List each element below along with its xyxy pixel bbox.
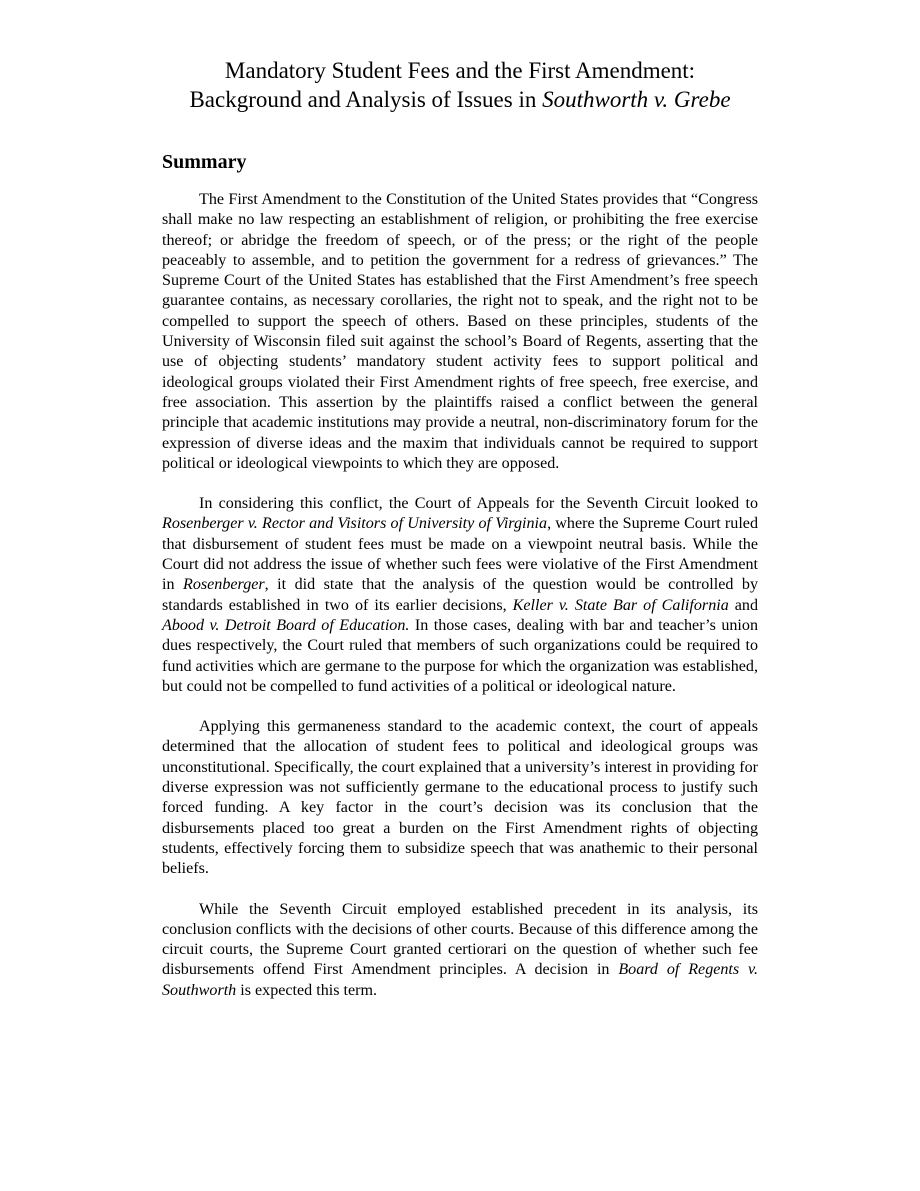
summary-paragraph-3 — [162, 717, 758, 879]
title-line-2 — [122, 85, 798, 114]
title-case-name: Southworth v. Grebe — [542, 87, 731, 112]
paragraph-text: In those cases, dealing with bar and teacher’s union dues respectively, the Court ruled that members of such organizations could be required to fund activities which are germane to the purpose for which the organization was established, but could not be compelled to fund activities of a political or ideological nature. — [162, 616, 758, 695]
title-line-1: Mandatory Student Fees and the First Amendment: — [224, 58, 696, 83]
title-line-2-text: Background and Analysis of Issues in — [189, 87, 543, 112]
paragraph-text: , where the Supreme Court ruled that disbursement of student fees must be made on a viewpoint neutral basis. While the Court did not address the issue of whether such fees were violative of the First Amendment in — [162, 515, 758, 594]
paragraph-text: Applying this germaneness standard to the academic context, the court of appeals determined that the allocation of student fees to political and ideological groups was unconstitutional. Specifically, the court explained that a university’s interest in providing for diverse expression was not sufficiently germane to the educational process to justify such forced funding. A key factor in the court’s decision was its conclusion that the disbursements placed too great a burden on the First Amendment rights of objecting students, effectively forcing them to subsidize speech that was anathemic to their personal beliefs. — [162, 718, 758, 878]
paragraph-text: The First Amendment to the Constitution of the United States provides that “Congress shall make no law respecting an establishment of religion, or prohibiting the free exercise thereof; or abridge the freedom of speech, or of the press; or the right of the people peaceably to assemble, and to petition the government for a redress of grievances.” The Supreme Court of the United States has established that the First Amendment’s free speech guarantee contains, as necessary corollaries, the right not to speak, and the right not to be compelled to support the speech of others. Based on these principles, students of the University of Wisconsin filed suit against the school’s Board of Regents, asserting that the use of objecting students’ mandatory student activity fees to support political and ideological groups violated their First Amendment rights of free speech, free exercise, and free association. This assertion by the plaintiffs raised a conflict between the general principle that academic institutions may provide a neutral, non-discriminatory forum for the expression of diverse ideas and the maxim that individuals cannot be required to support political or ideological viewpoints to which they are opposed. — [162, 191, 758, 472]
paragraph-text: is expected this term. — [236, 981, 378, 999]
section-heading-summary: Summary — [162, 151, 247, 173]
case-citation: Board of Regents v. Southworth — [162, 961, 758, 999]
paragraph-text: In considering this conflict, the Court of Appeals for the Seventh Circuit looked to — [199, 495, 758, 513]
case-citation: Rosenberger v. Rector and Visitors of University of Virginia — [162, 515, 548, 533]
summary-body — [162, 190, 758, 1001]
paragraph-text: and — [728, 596, 759, 614]
case-citation: Abood v. Detroit Board of Education. — [162, 616, 410, 634]
document-title — [122, 56, 798, 114]
summary-paragraph-1 — [162, 190, 758, 474]
paragraph-text: While the Seventh Circuit employed established precedent in its analysis, its conclusion conflicts with the decisions of other courts. Because of this difference among the circuit courts, the Supreme Court granted certiorari on the question of whether such fee disbursements offend First Amendment principles. A decision in — [162, 900, 758, 979]
case-citation: Keller v. State Bar of California — [512, 596, 729, 614]
document-page — [162, 56, 758, 1021]
summary-paragraph-4 — [162, 900, 758, 1001]
paragraph-text: , it did state that the analysis of the question would be controlled by standards established in two of its earlier decisions, — [162, 576, 759, 614]
case-citation: Rosenberger — [183, 576, 265, 594]
summary-paragraph-2 — [162, 494, 758, 697]
